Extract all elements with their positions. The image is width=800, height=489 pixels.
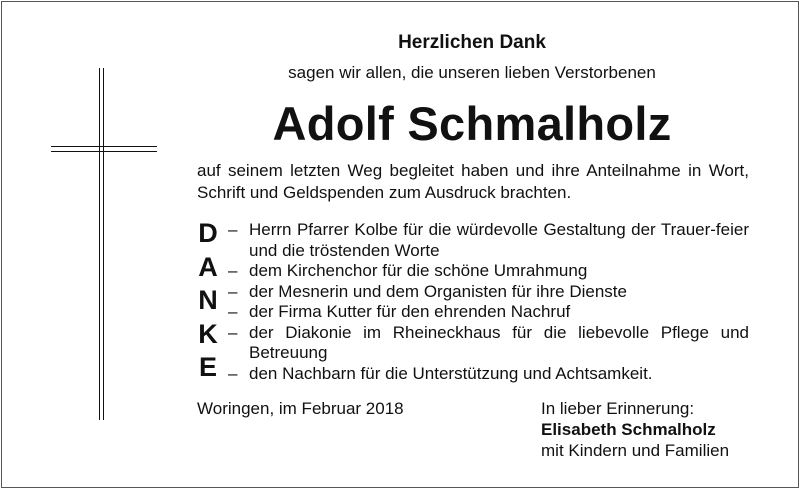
deceased-name: Adolf Schmalholz [272,97,672,150]
list-item-text: der Diakonie im Rheineckhaus für die liebevolle Pflege und Betreuung [249,322,749,362]
list-item-text: Herrn Pfarrer Kolbe für die würdevolle Gestaltung der Trauer-feier und die tröstenden Worte [249,220,749,260]
danke-letter: A [198,252,218,282]
danke-letter: E [198,352,217,382]
dash: – [228,322,238,342]
heading: Herzlichen Dank [398,32,546,53]
list-item [228,302,749,323]
dash: – [228,281,238,301]
dash: – [228,261,238,280]
danke-letter: K [198,319,218,349]
danke-letter: D [198,218,218,248]
list-item-text: der Mesnerin und dem Organisten für ihre Dienste [249,281,627,301]
list-item-text: den Nachbarn für die Unterstützung und Achtsamkeit. [249,363,653,383]
danke-letter: N [198,285,218,315]
dash: – [228,363,238,383]
list-item [228,220,749,261]
signoff-name: Elisabeth Schmalholz [541,420,716,439]
signoff-line: In lieber Erinnerung: [541,399,695,418]
signoff-line: mit Kindern und Familien [541,441,730,460]
list-item-text: der Firma Kutter für den ehrenden Nachruf [249,302,571,321]
subheading: sagen wir allen, die unseren lieben Verstorbenen [288,63,656,82]
signoff [541,398,729,461]
cross-horizontal-bar [51,146,157,152]
cross-vertical-bar [99,68,104,420]
intro-text: auf seinem letzten Weg begleitet haben und ihre Anteilnahme in Wort, Schrift und Geldspenden zum Ausdruck brachten. [197,161,749,202]
place-date: Woringen, im Februar 2018 [197,399,404,418]
list-item [228,261,749,282]
list-item [228,323,749,364]
dash: – [228,220,238,239]
list-item [228,364,749,385]
list-item-text: dem Kirchenchor für die schöne Umrahmung [249,261,588,280]
list-item [228,282,749,303]
thanks-list [228,220,749,384]
dash: – [228,302,238,321]
